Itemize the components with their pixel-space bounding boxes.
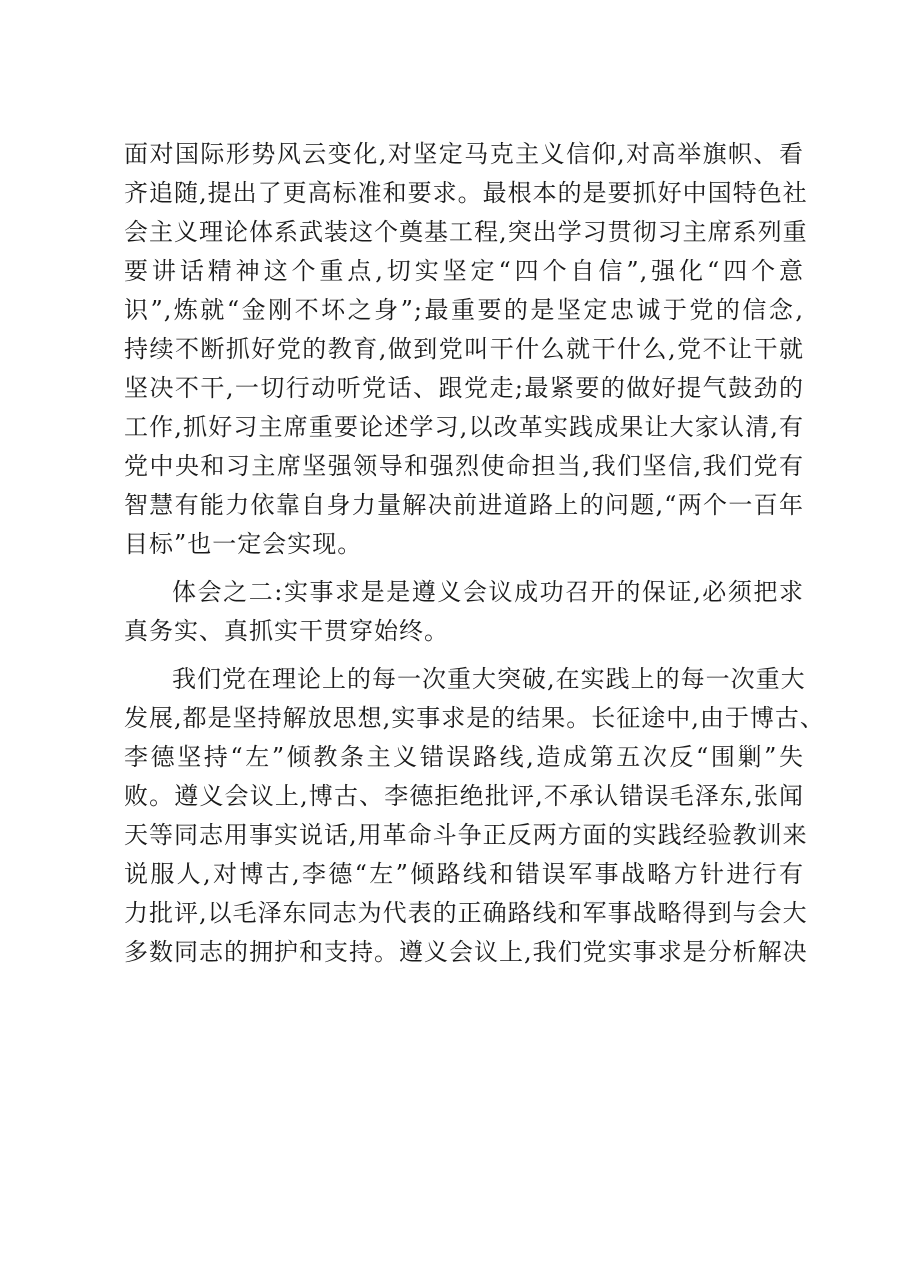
document-body [124,135,825,972]
text-line: 天等同志用事实说话,用革命斗争正反两方面的实践经验教训来 [124,821,808,849]
paragraph-p1 [124,135,808,564]
text-line: 党中央和习主席坚强领导和强烈使命担当,我们坚信,我们党有 [124,452,804,480]
text-line: 要讲话精神这个重点,切实坚定“四个自信”,强化“四个意 [124,257,804,285]
text-line: 败。遵义会议上,博古、李德拒绝批评,不承认错误毛泽东,张闻 [124,782,804,810]
paragraph-p2 [124,573,804,651]
paragraph-p3 [124,660,825,972]
text-line: 目标”也一定会实现。 [124,530,363,558]
text-line: 面对国际形势风云变化,对坚定马克主义信仰,对高举旗帜、看 [124,140,804,168]
text-line: 我们党在理论上的每一次重大突破,在实践上的每一次重大 [172,665,806,693]
text-line: 齐追随,提出了更高标准和要求。最根本的是要抓好中国特色社 [124,179,808,207]
text-line: 说服人,对博古,李德“左”倾路线和错误军事战略方针进行有 [124,860,804,888]
text-line: 持续不断抓好党的教育,做到党叫干什么就干什么,党不让干就 [124,335,804,363]
paragraph-gap [124,564,804,573]
text-line: 智慧有能力依靠自身力量解决前进道路上的问题,“两个一百年 [124,491,804,519]
text-line: 体会之二:实事求是是遵义会议成功召开的保证,必须把求 [172,578,804,606]
text-line: 工作,抓好习主席重要论述学习,以改革实践成果让大家认清,有 [124,413,804,441]
text-line: 力批评,以毛泽东同志为代表的正确路线和军事战略得到与会大 [124,899,808,927]
text-line: 会主义理论体系武装这个奠基工程,突出学习贯彻习主席系列重 [124,218,808,246]
text-line: 李德坚持“左”倾教条主义错误路线,造成第五次反“围剿”失 [124,743,804,771]
text-line: 识”,炼就“金刚不坏之身”;最重要的是坚定忠诚于党的信念, [124,296,804,324]
text-line: 真务实、真抓实干贯穿始终。 [124,617,449,645]
paragraph-gap [124,651,804,660]
text-line: 多数同志的拥护和支持。遵义会议上,我们党实事求是分析解决 [124,938,808,966]
text-line: 坚决不干,一切行动听党话、跟党走;最紧要的做好提气鼓劲的 [124,374,804,402]
text-line: 发展,都是坚持解放思想,实事求是的结果。长征途中,由于博古、 [124,704,825,732]
